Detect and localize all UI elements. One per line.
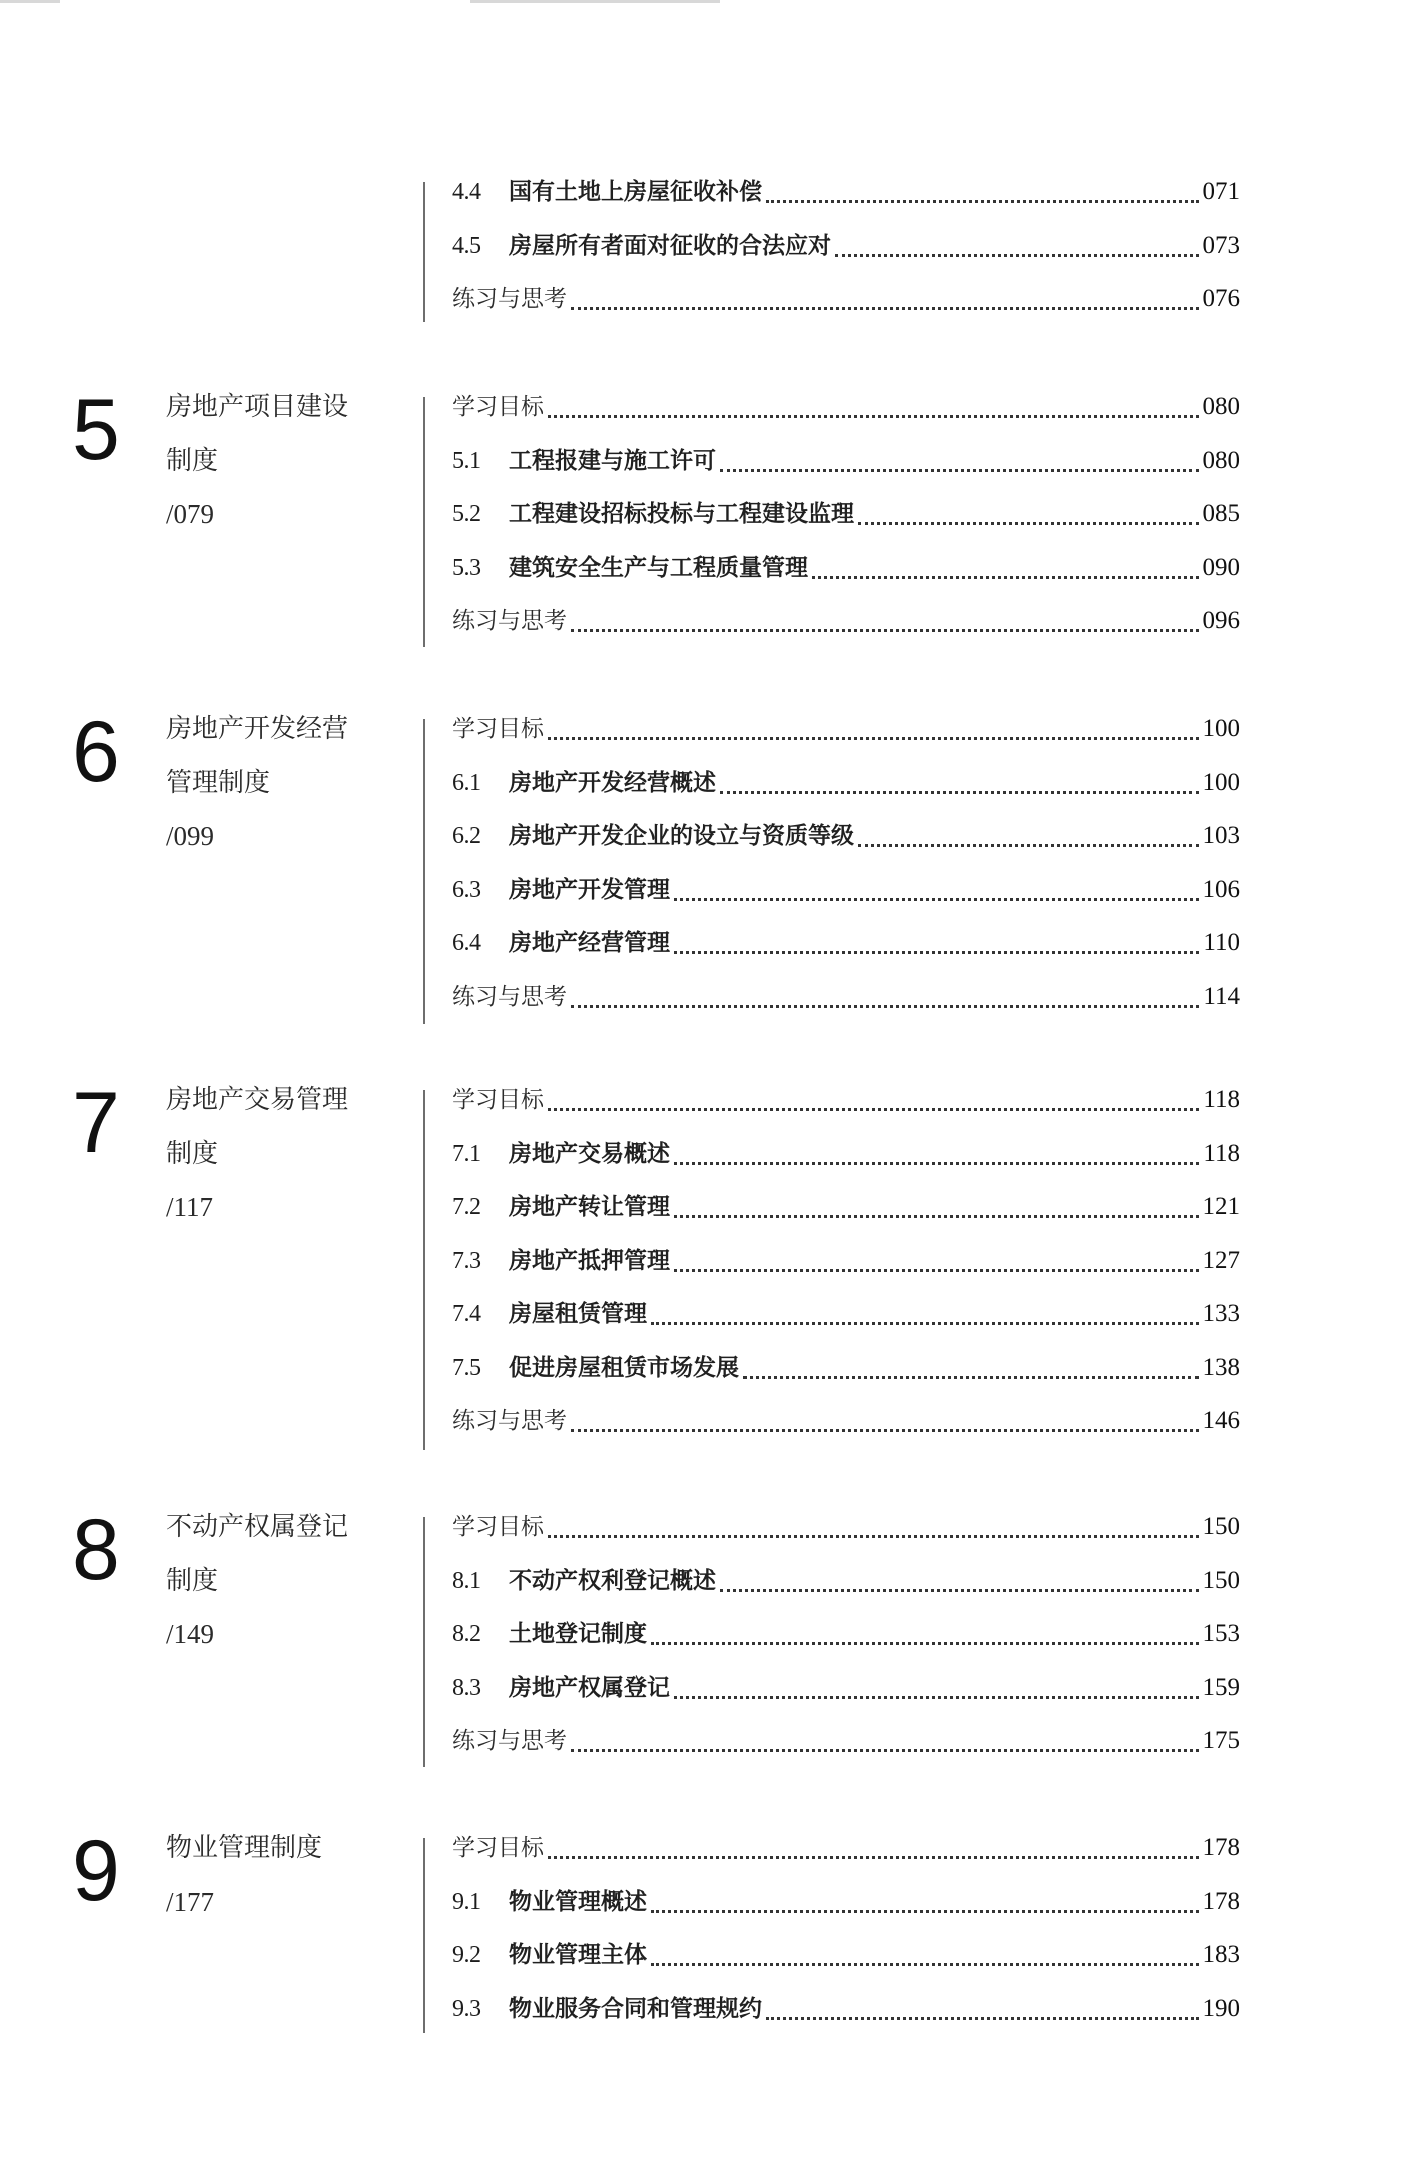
- entry-page-number: 080: [1202, 393, 1240, 420]
- chapter-title-line: 管理制度: [166, 767, 271, 798]
- toc-entry-exercises[interactable]: [452, 607, 1240, 661]
- chapter-title-line: 不动产权属登记: [166, 1512, 349, 1542]
- entry-number: 9.3: [452, 1995, 481, 2022]
- toc-entry[interactable]: [452, 1140, 1240, 1194]
- entry-title: 房地产交易概述: [509, 1140, 670, 1167]
- chapter-start-page: /099: [166, 821, 215, 851]
- entry-title: 工程建设招标投标与工程建设监理: [509, 501, 854, 527]
- dot-leader: [743, 1354, 1199, 1379]
- dot-leader: [548, 393, 1199, 418]
- dot-leader: [651, 1941, 1199, 1966]
- entry-title: 练习与思考: [452, 1408, 567, 1434]
- entry-number: 5.2: [452, 501, 481, 527]
- dot-leader: [651, 1620, 1199, 1645]
- chapter-number: 6: [72, 704, 120, 800]
- entry-number: 5.1: [452, 447, 481, 474]
- toc-entry[interactable]: [452, 1354, 1240, 1408]
- toc-entry[interactable]: [452, 1300, 1240, 1354]
- dot-leader: [812, 554, 1199, 579]
- entry-page-number: 178: [1202, 1887, 1240, 1915]
- entry-title: 房地产经营管理: [509, 930, 670, 956]
- dot-leader: [548, 1513, 1199, 1538]
- dot-leader: [571, 1407, 1199, 1432]
- entry-page-number: 183: [1202, 1941, 1240, 1968]
- toc-entry-objectives[interactable]: [452, 1513, 1240, 1567]
- entry-title: 房屋租赁管理: [509, 1301, 647, 1327]
- chapter-title-line: 制度: [166, 1138, 219, 1169]
- entry-number: 5.3: [452, 554, 481, 581]
- dot-leader: [835, 232, 1199, 257]
- entry-number: 6.2: [452, 823, 481, 849]
- entry-page-number: 118: [1203, 1086, 1240, 1113]
- entry-page-number: 090: [1202, 553, 1240, 581]
- chapter-title-line: 房地产开发经营: [166, 714, 349, 744]
- entry-title: 房屋所有者面对征收的合法应对: [509, 232, 831, 259]
- toc-entry[interactable]: [452, 554, 1240, 608]
- entry-page-number: 085: [1202, 500, 1240, 527]
- chapter-title[interactable]: [166, 381, 348, 542]
- entry-title: 物业管理概述: [509, 1888, 647, 1915]
- dot-leader: [548, 1086, 1199, 1111]
- dot-leader: [674, 1674, 1199, 1699]
- toc-entry[interactable]: [452, 822, 1240, 876]
- dot-leader: [674, 1247, 1199, 1272]
- dot-leader: [720, 447, 1199, 472]
- entry-page-number: 127: [1202, 1246, 1240, 1274]
- section-divider: [423, 182, 425, 322]
- entry-page-number: 103: [1202, 822, 1240, 849]
- entry-number: 9.1: [452, 1888, 481, 1915]
- toc-entry[interactable]: [452, 876, 1240, 930]
- entry-title: 练习与思考: [452, 983, 567, 1010]
- entry-title: 房地产抵押管理: [509, 1247, 670, 1274]
- toc-entry[interactable]: [452, 1247, 1240, 1301]
- chapter-start-page: /177: [166, 1886, 215, 1917]
- entry-page-number: 106: [1202, 875, 1240, 903]
- toc-entry[interactable]: [452, 1193, 1240, 1247]
- toc-entry[interactable]: [452, 232, 1240, 286]
- entry-title: 练习与思考: [452, 608, 567, 634]
- chapter-title-line: 制度: [166, 1565, 219, 1596]
- entry-page-number: 153: [1202, 1620, 1240, 1647]
- entry-page-number: 118: [1203, 1139, 1240, 1167]
- toc-entry[interactable]: [452, 447, 1240, 501]
- chapter-number: 7: [72, 1075, 120, 1171]
- chapter-number: 8: [72, 1502, 120, 1598]
- toc-entry-list: [452, 1834, 1240, 2048]
- toc-entry[interactable]: [452, 929, 1240, 983]
- entry-page-number: 133: [1202, 1300, 1240, 1327]
- entry-number: 7.5: [452, 1354, 481, 1381]
- entry-page-number: 071: [1202, 178, 1240, 205]
- chapter-title[interactable]: [166, 1074, 348, 1235]
- entry-title: 物业服务合同和管理规约: [509, 1995, 762, 2022]
- chapter-start-page: /079: [166, 499, 215, 529]
- entry-number: 4.4: [452, 179, 481, 205]
- entry-title: 工程报建与施工许可: [509, 447, 716, 474]
- dot-leader: [674, 929, 1199, 954]
- entry-number: 6.3: [452, 876, 481, 903]
- entry-title: 不动产权利登记概述: [509, 1567, 716, 1594]
- entry-title: 练习与思考: [452, 1728, 567, 1754]
- toc-entry-exercises[interactable]: [452, 983, 1240, 1037]
- entry-number: 9.2: [452, 1942, 481, 1968]
- entry-page-number: 150: [1202, 1513, 1240, 1540]
- entry-title: 学习目标: [452, 1087, 544, 1113]
- entry-number: 7.1: [452, 1140, 481, 1167]
- dot-leader: [674, 1193, 1199, 1218]
- toc-entry[interactable]: [452, 1941, 1240, 1995]
- toc-entry[interactable]: [452, 1620, 1240, 1674]
- entry-page-number: 190: [1202, 1994, 1240, 2022]
- entry-page-number: 159: [1202, 1673, 1240, 1701]
- entry-title: 学习目标: [452, 394, 544, 420]
- page-edge-mark-left: [0, 0, 60, 3]
- toc-entry-list: [452, 1513, 1240, 1781]
- entry-page-number: 121: [1202, 1193, 1240, 1220]
- entry-page-number: 178: [1202, 1834, 1240, 1861]
- chapter-title[interactable]: [166, 703, 348, 864]
- entry-page-number: 076: [1202, 285, 1240, 312]
- section-divider: [423, 397, 425, 647]
- entry-page-number: 073: [1202, 231, 1240, 259]
- toc-entry-objectives[interactable]: [452, 715, 1240, 769]
- entry-number: 4.5: [452, 232, 481, 259]
- dot-leader: [858, 822, 1199, 847]
- entry-page-number: 175: [1202, 1727, 1240, 1754]
- entry-title: 物业管理主体: [509, 1942, 647, 1968]
- entry-number: 7.4: [452, 1301, 481, 1327]
- entry-title: 学习目标: [452, 716, 544, 742]
- chapter-number: 9: [72, 1823, 120, 1919]
- entry-page-number: 100: [1202, 715, 1240, 742]
- entry-page-number: 110: [1203, 929, 1240, 956]
- toc-entry[interactable]: [452, 1567, 1240, 1621]
- toc-entry[interactable]: [452, 1674, 1240, 1728]
- chapter-title-line: 物业管理制度: [166, 1833, 323, 1863]
- entry-page-number: 100: [1202, 768, 1240, 796]
- entry-title: 房地产开发企业的设立与资质等级: [509, 823, 854, 849]
- toc-entry-objectives[interactable]: [452, 1086, 1240, 1140]
- entry-number: 6.4: [452, 930, 481, 956]
- toc-entry-list: [452, 393, 1240, 661]
- dot-leader: [674, 876, 1199, 901]
- entry-number: 8.1: [452, 1567, 481, 1594]
- chapter-start-page: /117: [166, 1192, 213, 1222]
- toc-entry-objectives[interactable]: [452, 1834, 1240, 1888]
- page-edge-mark-center: [470, 0, 720, 3]
- toc-entry-exercises[interactable]: [452, 1407, 1240, 1461]
- entry-page-number: 080: [1202, 446, 1240, 474]
- dot-leader: [651, 1300, 1199, 1325]
- dot-leader: [571, 607, 1199, 632]
- chapter-number: 5: [72, 382, 120, 478]
- entry-title: 房地产权属登记: [509, 1674, 670, 1701]
- dot-leader: [720, 769, 1199, 794]
- entry-number: 6.1: [452, 769, 481, 796]
- dot-leader: [858, 500, 1199, 525]
- entry-number: 8.3: [452, 1674, 481, 1701]
- section-divider: [423, 719, 425, 1024]
- entry-number: 8.2: [452, 1621, 481, 1647]
- toc-entry-list: [452, 715, 1240, 1036]
- entry-title: 房地产转让管理: [509, 1194, 670, 1220]
- entry-title: 国有土地上房屋征收补偿: [509, 179, 762, 205]
- section-divider: [423, 1090, 425, 1450]
- section-divider: [423, 1517, 425, 1767]
- entry-title: 促进房屋租赁市场发展: [509, 1354, 739, 1381]
- dot-leader: [571, 1727, 1199, 1752]
- entry-title: 土地登记制度: [509, 1621, 647, 1647]
- toc-entry[interactable]: [452, 1995, 1240, 2049]
- entry-page-number: 138: [1202, 1353, 1240, 1381]
- chapter-start-page: /149: [166, 1619, 215, 1649]
- dot-leader: [766, 1995, 1199, 2020]
- chapter-title[interactable]: [166, 1822, 322, 1929]
- entry-number: 7.3: [452, 1247, 481, 1274]
- entry-page-number: 150: [1202, 1566, 1240, 1594]
- dot-leader: [548, 715, 1199, 740]
- entry-number: 7.2: [452, 1194, 481, 1220]
- chapter-title-line: 房地产交易管理: [166, 1085, 349, 1115]
- dot-leader: [651, 1888, 1199, 1913]
- dot-leader: [548, 1834, 1199, 1859]
- dot-leader: [571, 983, 1199, 1008]
- entry-title: 学习目标: [452, 1514, 544, 1540]
- entry-title: 练习与思考: [452, 286, 567, 312]
- toc-entry-list: [452, 1086, 1240, 1461]
- toc-entry[interactable]: [452, 1888, 1240, 1942]
- toc-entry[interactable]: [452, 500, 1240, 554]
- entry-page-number: 114: [1203, 982, 1240, 1010]
- chapter-title-line: 制度: [166, 445, 219, 476]
- entry-page-number: 096: [1202, 607, 1240, 634]
- toc-entry-exercises[interactable]: [452, 1727, 1240, 1781]
- dot-leader: [720, 1567, 1199, 1592]
- chapter-title[interactable]: [166, 1501, 348, 1662]
- entry-title: 学习目标: [452, 1835, 544, 1861]
- toc-entry[interactable]: [452, 178, 1240, 232]
- dot-leader: [674, 1140, 1199, 1165]
- entry-title: 房地产开发经营概述: [509, 769, 716, 796]
- entry-title: 建筑安全生产与工程质量管理: [509, 554, 808, 581]
- entry-title: 房地产开发管理: [509, 876, 670, 903]
- toc-entry[interactable]: [452, 769, 1240, 823]
- toc-entry-exercises[interactable]: [452, 285, 1240, 339]
- toc-entry-objectives[interactable]: [452, 393, 1240, 447]
- chapter-title-line: 房地产项目建设: [166, 392, 349, 422]
- section-divider: [423, 1838, 425, 2033]
- entry-page-number: 146: [1202, 1407, 1240, 1434]
- dot-leader: [766, 178, 1199, 203]
- dot-leader: [571, 285, 1199, 310]
- toc-entry-list: [452, 178, 1240, 339]
